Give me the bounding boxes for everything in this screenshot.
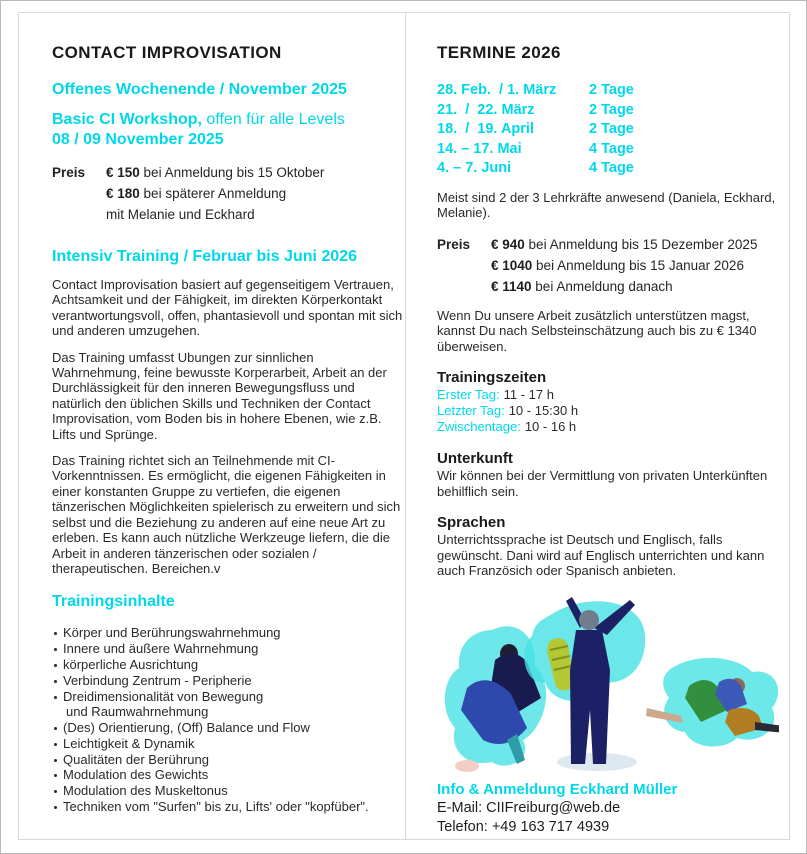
preis-label: Preis: [437, 236, 471, 252]
inhalte-title: Trainingsinhalte: [52, 593, 175, 611]
unterkunft-text: Wir können bei der Vermittlung von privaten Unterkünften behilflich sein.: [437, 468, 768, 499]
termine-table: [437, 81, 779, 179]
preis-rest: bei Anmeldung danach: [531, 278, 673, 294]
preis-amount: € 180: [106, 186, 140, 201]
sprachen-text: Unterrichtssprache ist Deutsch und Englisch, falls gewünscht. Dani wird auf Englisch unterrichten und kann auch Französich oder Spanisch anbieten.: [437, 532, 765, 578]
preis-amount: € 1040: [491, 257, 533, 273]
event2-title-rest: offen für alle Levels: [201, 111, 345, 128]
preis-label: Preis: [52, 165, 86, 180]
teachers-note: Meist sind 2 der 3 Lehrkräfte anwesend (Daniela, Eckhard, Melanie).: [437, 189, 776, 220]
list-item-text: Techniken vom "Surfen" bis zu, Lifts' oder "kopfüber".: [63, 799, 369, 815]
zeiten-label: Letzter Tag:: [437, 403, 505, 418]
zeiten-title: Trainingszeiten: [437, 369, 547, 386]
termine-row: [437, 120, 779, 140]
contact-email: E-Mail: CIIFreiburg@web.de: [437, 799, 621, 816]
list-item: [52, 783, 404, 799]
termine-date: 14. – 17. Mai: [437, 140, 522, 157]
zeiten-label: Zwischentage:: [437, 419, 521, 434]
left-title: CONTACT IMPROVISATION: [52, 43, 282, 62]
right-title: TERMINE 2026: [437, 43, 561, 62]
contact-phone: Telefon: +49 163 717 4939: [437, 819, 610, 835]
preis-block-right: [437, 234, 779, 297]
preis-lines: [491, 234, 757, 297]
event2-title: [52, 110, 404, 150]
preis-line: [106, 183, 324, 204]
zeiten-value: 11 - 17 h: [503, 387, 554, 402]
zeiten-row: [437, 387, 779, 403]
preis-amount: € 150: [106, 165, 140, 180]
intro-paragraph-3: Das Training richtet sich an Teilnehmende mit CI-Vorkenntnissen. Es ermöglicht, die eigenen Fähigkeiten in einer konstanten Gruppe zu vertiefen, die eigenen tänzerischen Möglichkeiten spielerisch zu erweitern und sich selbst und die Beziehung zu anderen auf eine neue Art zu erleben. Es kann auch nützliche Werkzeuge liefern, die die Arbeit in anderen tänzerischen oder sozialen / therapeutischen. Bereichen.v: [52, 453, 401, 576]
list-item: [52, 720, 404, 736]
column-divider: [405, 13, 406, 839]
event2-title-line: [52, 110, 404, 130]
preis-line: [106, 204, 324, 225]
termine-date: 18. / 19. April: [437, 121, 534, 137]
termine-row: [437, 159, 779, 179]
list-item-text: Verbindung Zentrum - Peripherie: [63, 672, 252, 688]
termine-date: 28. Feb. / 1. März: [437, 82, 557, 98]
preis-rest: bei Anmeldung bis 15 Januar 2026: [532, 257, 744, 273]
termine-date: 21. / 22. März: [437, 101, 535, 118]
contact-block: [437, 780, 779, 838]
list-item-text: körperliche Ausrichtung: [63, 656, 199, 672]
list-item: [52, 657, 404, 673]
zeiten-value: 10 - 16 h: [524, 419, 577, 434]
sprachen-title: Sprachen: [437, 514, 506, 531]
preis-rest: bei Anmeldung bis 15 Dezember 2025: [524, 236, 758, 252]
termine-days: 2 Tage: [589, 101, 634, 118]
list-item: [52, 799, 404, 815]
list-item: [52, 673, 404, 689]
training-content-list: [52, 625, 404, 815]
right-column: [437, 13, 779, 838]
preis-line: [491, 255, 757, 276]
termine-row: [437, 140, 779, 160]
termine-row: [437, 81, 779, 101]
event1-title: Offenes Wochenende / November 2025: [52, 81, 347, 98]
intro-paragraph-2: Das Training umfasst Ubungen zur sinnlichen Wahrnehmung, feine bewusste Korperarbeit, Arbeit an der Durchlässigkeit für den inneren Bewegungsfluss und natürlich den üblichen Skills und Techniken der Contact Improvisation, vom Boden bis in hohere Ebenen, wie z.B. Lifts und Sprünge.: [52, 349, 387, 442]
zeiten-label: Erster Tag:: [437, 387, 500, 402]
preis-line: [491, 276, 757, 297]
dancers-image: [437, 592, 779, 774]
intro-paragraph-1: Contact Improvisation basiert auf gegenseitigem Vertrauen, Achtsamkeit und der Fähigkeit, im direkten Körperkontakt verantwortungsvoll, offen, phantasievoll und spontan mit sich und anderen umzugehen.: [52, 277, 403, 339]
preis-line: [491, 234, 757, 255]
zeiten-value: 10 - 15:30 h: [508, 403, 579, 418]
termine-days: 4 Tage: [589, 140, 634, 157]
list-item-text: Innere und äußere Wahrnehmung: [63, 641, 259, 657]
termine-date: 4. – 7. Juni: [437, 160, 512, 176]
list-item-text: Qualitäten der Berührung: [63, 751, 209, 767]
preis-rest: bei Anmeldung bis 15 Oktober: [139, 165, 325, 180]
preis-amount: € 1140: [491, 278, 532, 294]
list-item-text: Modulation des Gewichts: [63, 767, 209, 783]
list-item: [52, 736, 404, 752]
list-item: [52, 641, 404, 657]
event2-date: 08 / 09 November 2025: [52, 131, 224, 148]
preis-amount: € 940: [491, 236, 525, 252]
list-item-text: Leichtigkeit & Dynamik: [63, 735, 195, 751]
list-item-text: Körper und Berührungswahrnehmung: [63, 625, 281, 641]
list-item-continuation: und Raumwahrnehmung: [66, 704, 209, 720]
termine-row: [437, 101, 779, 121]
zeiten-list: [437, 387, 779, 435]
preis-rest: bei späterer Anmeldung: [139, 186, 287, 201]
list-item: [52, 625, 404, 641]
zeiten-row: [437, 419, 779, 435]
list-item-text: Dreidimensionalität von Bewegung: [63, 688, 264, 704]
list-item-text: Modulation des Muskeltonus: [63, 783, 228, 799]
preis-lines: [106, 162, 324, 225]
event2-title-bold: Basic CI Workshop,: [52, 111, 202, 128]
list-item-text: (Des) Orientierung, (Off) Balance und Flow: [63, 720, 310, 736]
flyer-card: [18, 12, 790, 840]
left-column: [52, 13, 404, 815]
termine-days: 2 Tage: [589, 121, 634, 137]
unterkunft-title: Unterkunft: [437, 450, 513, 467]
termine-days: 4 Tage: [589, 160, 634, 176]
list-item: [52, 752, 404, 768]
list-item: [52, 767, 404, 783]
contact-title: Info & Anmeldung Eckhard Müller: [437, 780, 678, 798]
list-item: [52, 689, 404, 721]
preis-line: [106, 162, 324, 183]
intensiv-title: Intensiv Training / Februar bis Juni 2026: [52, 248, 357, 265]
termine-days: 2 Tage: [589, 82, 634, 98]
zeiten-row: [437, 403, 779, 419]
support-note: Wenn Du unsere Arbeit zusätzlich unterstützen magst, kannst Du nach Selbsteinschätzung auch bis zu € 1340 überweisen.: [437, 307, 757, 354]
preis-rest: mit Melanie und Eckhard: [106, 207, 255, 222]
preis-block-left: [52, 162, 404, 225]
